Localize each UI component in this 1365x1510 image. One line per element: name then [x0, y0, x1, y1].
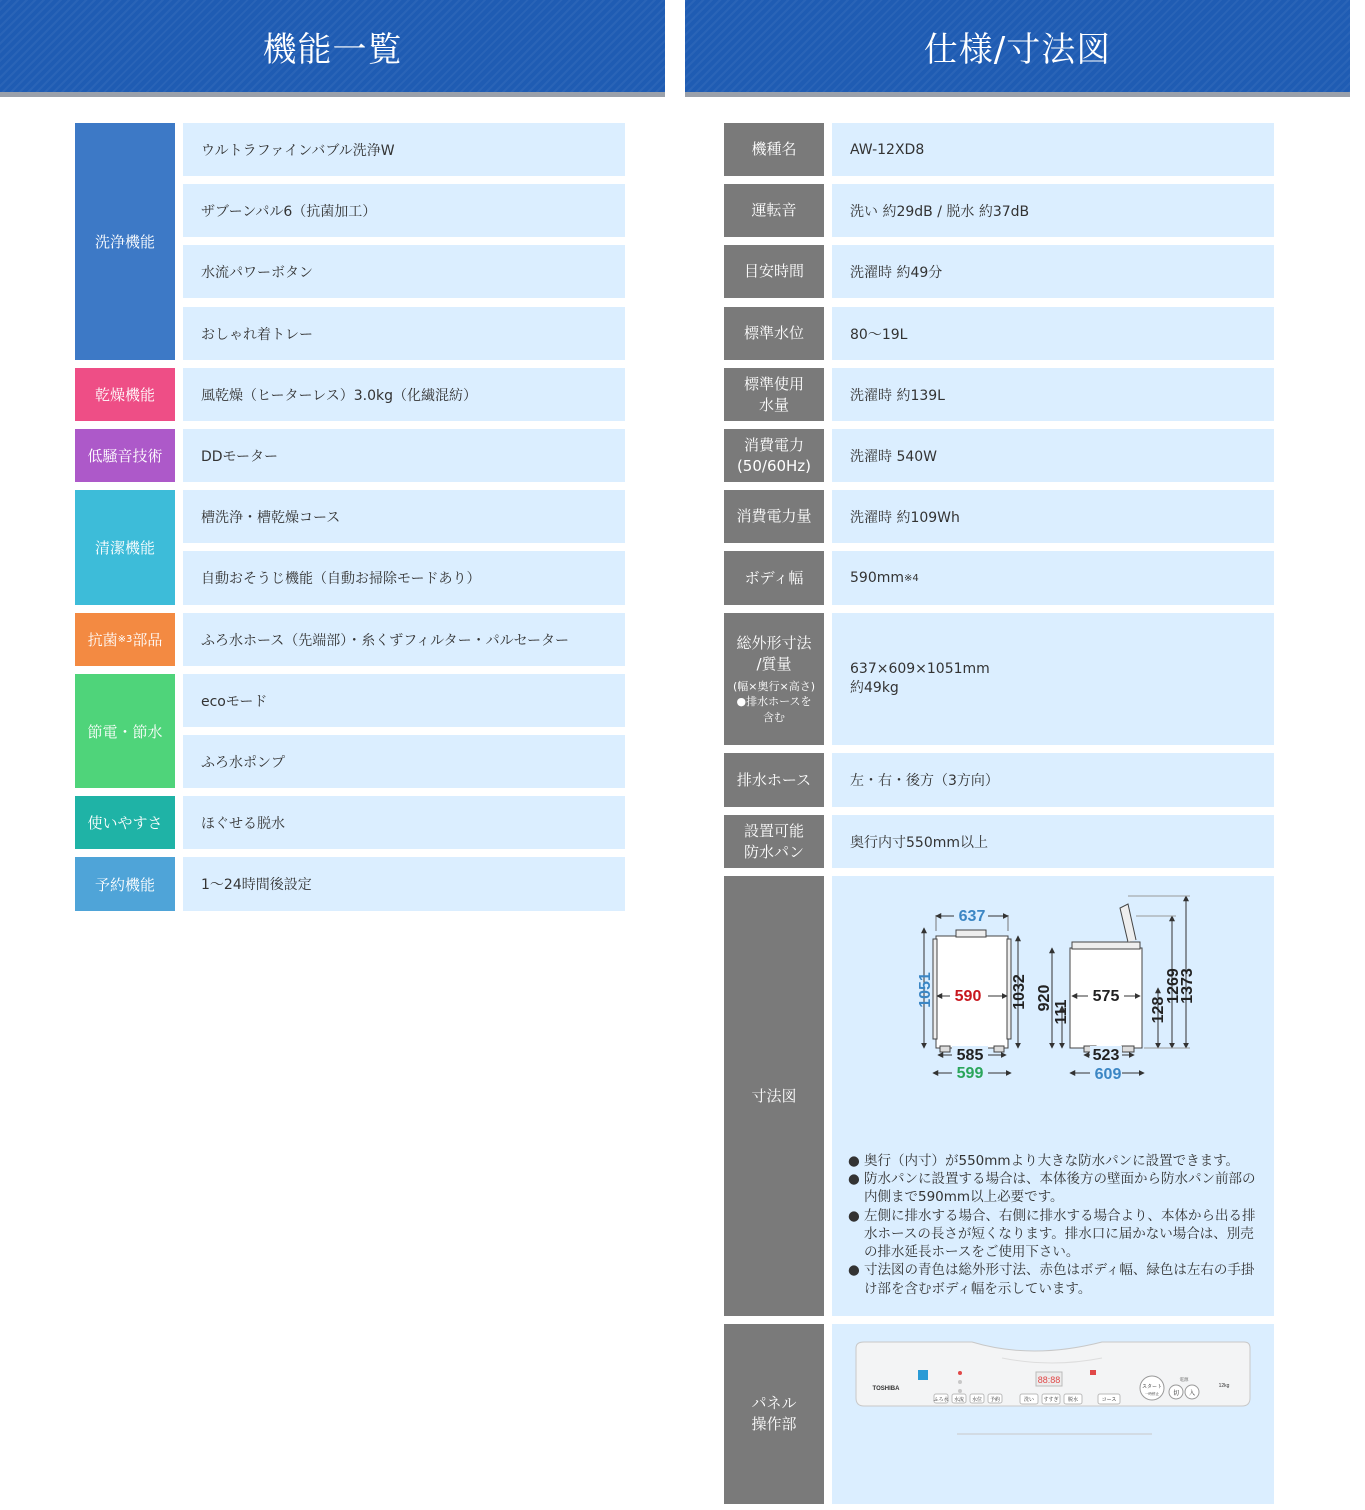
panel-start-label: スタート	[1141, 1384, 1163, 1390]
features-title: 機能一覧	[262, 29, 403, 70]
diagram-note: ● 奥行（内寸）が550mmより大きな防水パンに設置できます。	[848, 1152, 1260, 1170]
dim-side-foot: 111	[1053, 999, 1070, 1025]
category-timer: 予約機能	[75, 857, 175, 911]
panel-button-label: 水流	[953, 1397, 965, 1403]
feature-item: ウルトラファインバブル洗浄W	[183, 123, 625, 176]
feature-item: DDモーター	[183, 429, 625, 482]
panel-button-label: 脱水	[1067, 1397, 1079, 1403]
dim-front-inner-height: 1032	[1011, 974, 1028, 1010]
spec-label-water-level: 標準水位	[724, 307, 824, 360]
spec-value-water-level: 80～19L	[832, 307, 1274, 360]
category-cleanliness: 清潔機能	[75, 490, 175, 605]
feature-item: 槽洗浄・槽乾燥コース	[183, 490, 625, 543]
panel-power-label: 電源	[1179, 1377, 1189, 1382]
category-label-pre: 抗菌	[87, 631, 118, 649]
panel-display: 88:88	[1037, 1375, 1061, 1385]
panel-brand: TOSHIBA	[872, 1386, 900, 1392]
label-note-line: 含む	[763, 710, 785, 724]
spec-value-pan: 奥行内寸550mm以上	[832, 815, 1274, 868]
spec-label-panel	[724, 1324, 824, 1504]
specs-header-divider	[685, 92, 1350, 97]
dim-lid-height: 1269	[1165, 968, 1182, 1004]
dim-lid-open-height: 1373	[1179, 968, 1196, 1004]
label-note	[733, 679, 815, 725]
spec-value-power: 洗濯時 540W	[832, 429, 1274, 482]
diagram-notes	[848, 1152, 1260, 1298]
category-drying: 乾燥機能	[75, 368, 175, 421]
dim-body-width: 590	[954, 988, 982, 1005]
feature-item: 自動おそうじ機能（自動お掃除モードあり）	[183, 551, 625, 605]
spec-label-noise: 運転音	[724, 184, 824, 237]
label-line: (50/60Hz)	[736, 456, 812, 475]
feature-item: ふろ水ホース（先端部）・糸くずフィルター・パルセーター	[183, 613, 625, 666]
feature-item: おしゃれ着トレー	[183, 307, 625, 360]
label-line: 操作部	[751, 1415, 797, 1433]
dim-front-height: 1051	[917, 972, 934, 1008]
category-antibacterial	[75, 613, 175, 666]
panel-button-label: 水位	[971, 1397, 983, 1403]
label-line: /質量	[756, 654, 792, 673]
spec-value-drain-hose: 左・右・後方（3方向）	[832, 753, 1274, 807]
spec-label-power	[724, 429, 824, 482]
label-line: 設置可能	[743, 821, 804, 840]
diagram-note: ● 防水パンに設置する場合は、本体後方の壁面から防水パン前部の内側まで590mm以上必要です。	[848, 1170, 1260, 1206]
spec-value-time: 洗濯時 約49分	[832, 245, 1274, 298]
panel-button-label: 洗い	[1023, 1397, 1035, 1403]
category-washing: 洗浄機能	[75, 123, 175, 360]
feature-item: ecoモード	[183, 674, 625, 727]
panel-power-on: 入	[1188, 1391, 1196, 1397]
label-line: 標準使用	[743, 374, 804, 393]
feature-item: ふろ水ポンプ	[183, 735, 625, 788]
diagram-note: ● 左側に排水する場合、右側に排水する場合より、本体から出る排水ホースの長さが短くなります。排水口に届かない場合は、別売の排水延長ホースをご使用下さい。	[848, 1207, 1260, 1262]
label-line: 消費電力	[743, 435, 804, 454]
label-note-line: (幅×奥行×高さ)	[732, 679, 816, 693]
panel-button-label: コース	[1101, 1397, 1117, 1403]
spec-label-drain-hose: 排水ホース	[724, 753, 824, 807]
specs-title: 仕様/寸法図	[923, 29, 1112, 70]
category-eco: 節電・節水	[75, 674, 175, 788]
footnote-mark: ※3	[117, 634, 133, 645]
spec-value-size	[832, 613, 1274, 745]
spec-label-pan	[724, 815, 824, 868]
panel-capacity: 12kg	[1218, 1383, 1230, 1389]
category-usability: 使いやすさ	[75, 796, 175, 849]
spec-label-body-width: ボディ幅	[724, 551, 824, 605]
feature-item: 水流パワーボタン	[183, 245, 625, 298]
dim-base-depth: 523	[1092, 1047, 1120, 1064]
features-header-divider	[0, 92, 665, 97]
feature-item: 1～24時間後設定	[183, 857, 625, 911]
label-line: 総外形寸法	[736, 633, 812, 652]
label-line: 水量	[758, 395, 789, 414]
feature-item: ザブーンパル6（抗菌加工）	[183, 184, 625, 237]
spec-label-model: 機種名	[724, 123, 824, 176]
dim-handle-width: 599	[956, 1065, 984, 1082]
size-weight: 約49kg	[850, 680, 899, 696]
spec-label-diagram: 寸法図	[724, 876, 824, 1316]
spec-label-time: 目安時間	[724, 245, 824, 298]
size-dimensions: 637×609×1051mm	[850, 661, 990, 678]
specs-header	[685, 0, 1350, 92]
feature-item: ほぐせる脱水	[183, 796, 625, 849]
dim-foot-width: 585	[956, 1047, 984, 1064]
body-width-text: 590mm	[850, 570, 904, 586]
control-panel-image	[852, 1340, 1254, 1440]
dim-total-depth: 609	[1094, 1066, 1122, 1083]
panel-button-label: ふろ水	[933, 1397, 949, 1403]
spec-value-model: AW-12XD8	[832, 123, 1274, 176]
category-label-post: 部品	[132, 631, 163, 649]
category-low-noise: 低騒音技術	[75, 429, 175, 482]
feature-item: 風乾燥（ヒーターレス）3.0kg（化繊混紡）	[183, 368, 625, 421]
dimension-diagram	[900, 886, 1210, 1086]
spec-value-water-use: 洗濯時 約139L	[832, 368, 1274, 421]
spec-value-energy: 洗濯時 約109Wh	[832, 490, 1274, 543]
dim-side-small: 128	[1150, 996, 1167, 1024]
panel-pause-label: 一時停止	[1145, 1392, 1159, 1396]
label-line: 防水パン	[743, 842, 804, 861]
panel-button-label: 予約	[989, 1397, 1001, 1403]
dim-side-height: 920	[1036, 984, 1053, 1012]
features-header	[0, 0, 665, 92]
label-note-line: ●排水ホースを	[736, 695, 812, 709]
dim-side-depth: 575	[1092, 988, 1120, 1005]
diagram-note: ● 寸法図の青色は総外形寸法、赤色はボディ幅、緑色は左右の手掛け部を含むボディ幅を示しています。	[848, 1261, 1260, 1297]
spec-label-water-use	[724, 368, 824, 421]
spec-value-noise: 洗い 約29dB / 脱水 約37dB	[832, 184, 1274, 237]
spec-label-size	[724, 613, 824, 745]
footnote-mark: ※4	[904, 572, 919, 584]
panel-button-label: すすぎ	[1043, 1397, 1059, 1403]
panel-power-off: 切	[1172, 1391, 1180, 1397]
spec-value-body-width	[832, 551, 1274, 605]
dim-front-width: 637	[958, 908, 986, 925]
label-line: パネル	[751, 1394, 797, 1412]
spec-label-energy: 消費電力量	[724, 490, 824, 543]
